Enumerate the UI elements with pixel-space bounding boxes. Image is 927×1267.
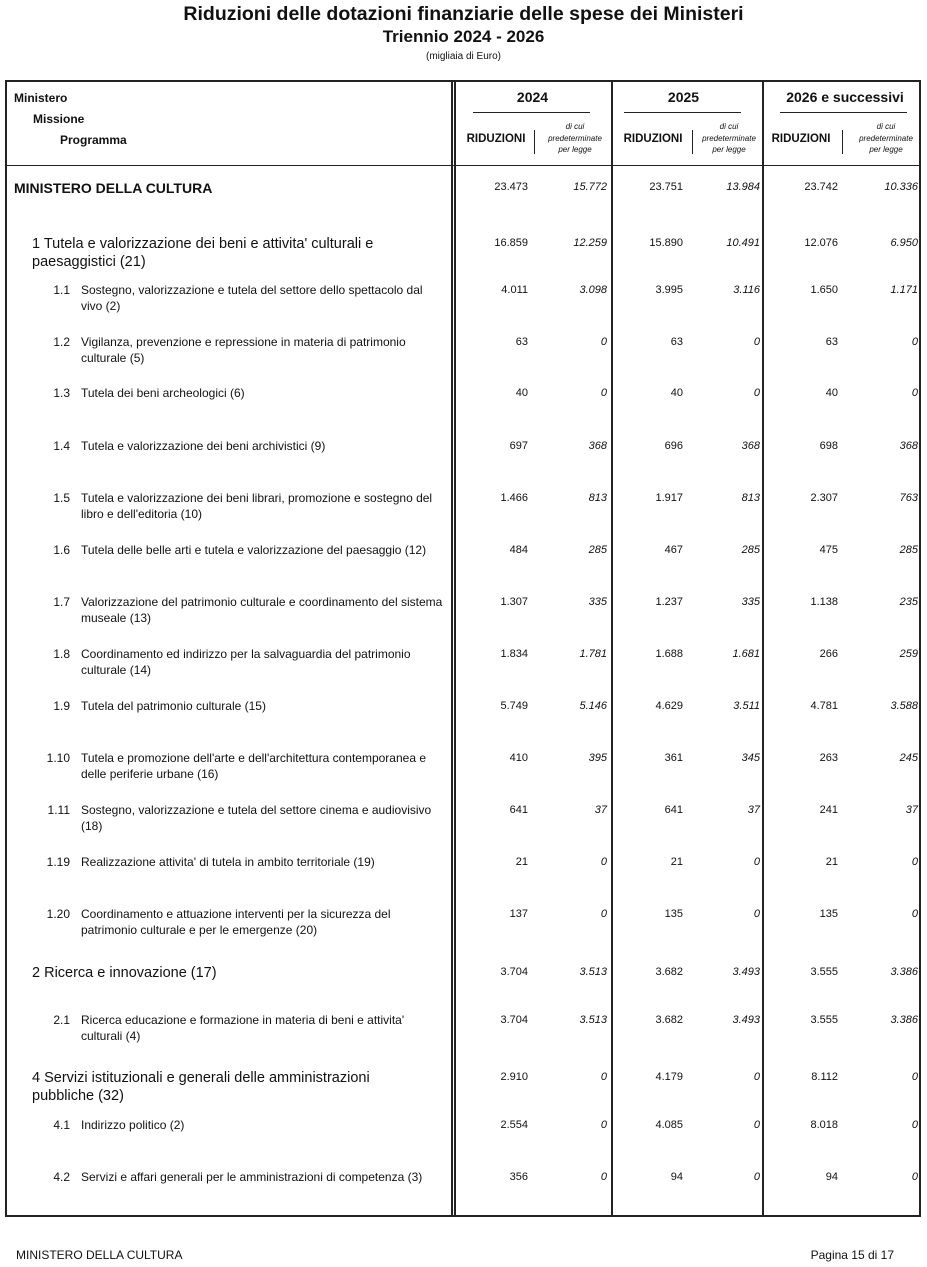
program-code: 1.8: [53, 647, 70, 661]
unit-note: (migliaia di Euro): [425, 51, 502, 62]
header-missione: Missione: [33, 112, 85, 126]
value-2024-riduzioni: 137: [509, 908, 528, 920]
value-2025-predeterminate: 3.116: [733, 284, 760, 296]
year-underline: [473, 112, 590, 113]
mission-label: 1 Tutela e valorizzazione dei beni e attivita' culturali e paesaggistici (21): [32, 236, 374, 270]
value-2026-riduzioni: 8.018: [810, 1119, 838, 1131]
value-2025-riduzioni: 23.751: [649, 181, 683, 193]
value-2024-riduzioni: 21: [515, 856, 528, 868]
value-2025-predeterminate: 0: [753, 1071, 760, 1083]
value-2026-predeterminate: 0: [911, 856, 918, 868]
program-label: Tutela e valorizzazione dei beni archivistici (9): [81, 439, 326, 453]
program-code: 4.2: [53, 1170, 70, 1184]
value-2025-predeterminate: 10.491: [726, 237, 760, 249]
value-2024-predeterminate: 813: [588, 492, 607, 504]
program-code: 1.19: [46, 855, 70, 869]
header-year-2026: 2026 e successivi: [786, 89, 904, 105]
value-2025-riduzioni: 1.237: [655, 596, 683, 608]
value-2025-predeterminate: 37: [747, 804, 760, 816]
program-label: Coordinamento ed indirizzo per la salvaguardia del patrimonio culturale (14): [81, 647, 411, 677]
value-2025-predeterminate: 0: [753, 1171, 760, 1183]
page-number: Pagina 15 di 17: [810, 1248, 894, 1262]
value-2024-predeterminate: 0: [600, 336, 607, 348]
header-ministero: Ministero: [14, 91, 68, 105]
value-2026-riduzioni: 4.781: [810, 700, 838, 712]
value-2024-riduzioni: 356: [509, 1171, 528, 1183]
value-2025-riduzioni: 3.682: [655, 966, 683, 978]
value-2026-predeterminate: 1.171: [890, 284, 918, 296]
year-underline: [780, 112, 907, 113]
header-riduzioni: RIDUZIONI: [623, 133, 683, 145]
value-2024-riduzioni: 5.749: [500, 700, 528, 712]
value-2024-predeterminate: 3.513: [579, 1014, 607, 1026]
program-code: 1.5: [53, 491, 70, 505]
value-2024-riduzioni: 641: [509, 804, 528, 816]
value-2024-riduzioni: 697: [509, 440, 528, 452]
value-2026-predeterminate: 235: [899, 596, 918, 608]
value-2026-riduzioni: 3.555: [810, 966, 838, 978]
program-code: 1.6: [53, 543, 70, 557]
value-2025-predeterminate: 0: [753, 336, 760, 348]
value-2026-predeterminate: 0: [911, 1071, 918, 1083]
value-2026-predeterminate: 368: [899, 440, 918, 452]
value-2026-riduzioni: 1.650: [810, 284, 838, 296]
value-2026-riduzioni: 266: [819, 648, 838, 660]
value-2026-riduzioni: 1.138: [810, 596, 838, 608]
value-2025-riduzioni: 696: [664, 440, 683, 452]
program-label: Tutela delle belle arti e tutela e valorizzazione del paesaggio (12): [81, 543, 427, 557]
value-2026-predeterminate: 0: [911, 908, 918, 920]
value-2026-riduzioni: 8.112: [811, 1071, 838, 1083]
value-2024-riduzioni: 63: [515, 336, 528, 348]
value-2025-predeterminate: 0: [753, 387, 760, 399]
value-2024-predeterminate: 335: [588, 596, 607, 608]
value-2026-predeterminate: 259: [899, 648, 918, 660]
value-2024-riduzioni: 23.473: [494, 181, 528, 193]
value-2024-riduzioni: 2.910: [500, 1071, 528, 1083]
mission-label: 2 Ricerca e innovazione (17): [32, 965, 217, 981]
column-divider: [611, 80, 613, 1217]
value-2024-predeterminate: 0: [600, 856, 607, 868]
program-label: Realizzazione attivita' di tutela in ambito territoriale (19): [81, 855, 375, 869]
header-riduzioni: RIDUZIONI: [771, 133, 831, 145]
program-code: 2.1: [53, 1013, 70, 1027]
value-2024-riduzioni: 40: [515, 387, 528, 399]
header-year-2024: 2024: [516, 89, 549, 105]
program-code: 1.3: [53, 386, 70, 400]
program-label: Tutela e valorizzazione dei beni librari, promozione e sostegno del libro e dell'editoria (10): [81, 491, 433, 521]
header-riduzioni: RIDUZIONI: [466, 133, 526, 145]
value-2025-riduzioni: 21: [670, 856, 683, 868]
value-2026-riduzioni: 241: [819, 804, 838, 816]
header-year-2025: 2025: [667, 89, 700, 105]
value-2024-riduzioni: 2.554: [500, 1119, 528, 1131]
value-2025-predeterminate: 285: [741, 544, 760, 556]
value-2025-riduzioni: 4.179: [655, 1071, 683, 1083]
header-programma: Programma: [60, 133, 127, 147]
value-2025-predeterminate: 335: [741, 596, 760, 608]
program-code: 1.9: [53, 699, 70, 713]
value-2026-predeterminate: 763: [899, 492, 918, 504]
value-2024-predeterminate: 15.772: [573, 181, 607, 193]
page-subtitle: Triennio 2024 - 2026: [382, 27, 545, 46]
program-label: Tutela e promozione dell'arte e dell'architettura contemporanea e delle periferie urbane (16): [81, 751, 427, 781]
value-2026-riduzioni: 12.076: [804, 237, 838, 249]
value-2026-riduzioni: 475: [819, 544, 838, 556]
value-2025-predeterminate: 3.493: [732, 1014, 760, 1026]
year-underline: [624, 112, 741, 113]
value-2025-riduzioni: 3.995: [655, 284, 683, 296]
value-2024-riduzioni: 484: [509, 544, 528, 556]
value-2026-predeterminate: 37: [905, 804, 918, 816]
program-label: Indirizzo politico (2): [81, 1118, 185, 1132]
value-2026-predeterminate: 10.336: [884, 181, 918, 193]
value-2026-predeterminate: 3.386: [890, 1014, 918, 1026]
value-2026-riduzioni: 2.307: [810, 492, 838, 504]
value-2026-riduzioni: 135: [819, 908, 838, 920]
program-code: 1.4: [53, 439, 70, 453]
value-2024-predeterminate: 285: [588, 544, 607, 556]
value-2026-predeterminate: 285: [899, 544, 918, 556]
value-2026-riduzioni: 40: [825, 387, 838, 399]
column-divider: [454, 80, 456, 1217]
value-2024-predeterminate: 12.259: [573, 237, 607, 249]
ministry-name: MINISTERO DELLA CULTURA: [14, 180, 213, 196]
subheader-separator: [842, 130, 843, 154]
value-2025-riduzioni: 15.890: [649, 237, 683, 249]
value-2024-riduzioni: 16.859: [494, 237, 528, 249]
program-code: 1.10: [46, 751, 70, 765]
value-2025-riduzioni: 63: [670, 336, 683, 348]
header-dicui: di cui predeterminate per legge: [702, 122, 756, 154]
value-2025-predeterminate: 1.681: [732, 648, 760, 660]
value-2026-riduzioni: 23.742: [804, 181, 838, 193]
value-2024-riduzioni: 410: [509, 752, 528, 764]
value-2026-predeterminate: 6.950: [890, 237, 918, 249]
value-2024-predeterminate: 0: [600, 387, 607, 399]
value-2026-riduzioni: 263: [819, 752, 838, 764]
value-2026-predeterminate: 3.588: [890, 700, 918, 712]
program-code: 1.20: [46, 907, 70, 921]
program-label: Sostegno, valorizzazione e tutela del settore dello spettacolo dal vivo (2): [81, 283, 423, 313]
program-label: Valorizzazione del patrimonio culturale e coordinamento del sistema museale (13): [81, 595, 443, 625]
value-2025-riduzioni: 94: [670, 1171, 683, 1183]
value-2024-predeterminate: 0: [600, 908, 607, 920]
value-2024-riduzioni: 1.307: [500, 596, 528, 608]
value-2024-predeterminate: 0: [600, 1071, 607, 1083]
value-2024-predeterminate: 0: [600, 1119, 607, 1131]
value-2025-riduzioni: 1.917: [655, 492, 683, 504]
value-2025-predeterminate: 368: [741, 440, 760, 452]
value-2025-riduzioni: 4.629: [655, 700, 683, 712]
value-2024-predeterminate: 395: [588, 752, 607, 764]
program-label: Tutela dei beni archeologici (6): [81, 386, 245, 400]
value-2025-riduzioni: 1.688: [655, 648, 683, 660]
header-dicui: di cui predeterminate per legge: [859, 122, 913, 154]
program-label: Servizi e affari generali per le amministrazioni di competenza (3): [81, 1170, 423, 1184]
value-2026-predeterminate: 3.386: [890, 966, 918, 978]
program-label: Coordinamento e attuazione interventi per la sicurezza del patrimonio culturale e per le emergenze (20): [81, 907, 391, 937]
program-code: 1.1: [53, 283, 70, 297]
value-2025-riduzioni: 641: [664, 804, 683, 816]
header-dicui: di cui predeterminate per legge: [548, 122, 602, 154]
value-2024-riduzioni: 4.011: [501, 284, 528, 296]
value-2024-riduzioni: 1.834: [500, 648, 528, 660]
value-2025-riduzioni: 40: [670, 387, 683, 399]
value-2024-predeterminate: 3.513: [579, 966, 607, 978]
value-2024-predeterminate: 37: [594, 804, 607, 816]
value-2025-riduzioni: 3.682: [655, 1014, 683, 1026]
value-2025-riduzioni: 467: [664, 544, 683, 556]
value-2026-predeterminate: 245: [899, 752, 918, 764]
value-2024-riduzioni: 3.704: [500, 966, 528, 978]
value-2025-predeterminate: 13.984: [726, 181, 760, 193]
value-2025-predeterminate: 0: [753, 856, 760, 868]
value-2026-riduzioni: 3.555: [810, 1014, 838, 1026]
value-2026-predeterminate: 0: [911, 336, 918, 348]
program-code: 4.1: [53, 1118, 70, 1132]
program-label: Sostegno, valorizzazione e tutela del settore cinema e audiovisivo (18): [81, 803, 432, 833]
program-label: Ricerca educazione e formazione in materia di beni e attivita' culturali (4): [81, 1013, 405, 1043]
value-2026-riduzioni: 21: [825, 856, 838, 868]
value-2025-predeterminate: 3.511: [733, 700, 760, 712]
footer-ministry: MINISTERO DELLA CULTURA: [16, 1248, 183, 1262]
value-2024-predeterminate: 0: [600, 1171, 607, 1183]
value-2024-riduzioni: 1.466: [500, 492, 528, 504]
value-2025-riduzioni: 135: [664, 908, 683, 920]
program-code: 1.2: [53, 335, 70, 349]
value-2026-riduzioni: 94: [825, 1171, 838, 1183]
value-2025-riduzioni: 361: [664, 752, 683, 764]
value-2024-predeterminate: 368: [588, 440, 607, 452]
subheader-separator: [534, 130, 535, 154]
value-2025-predeterminate: 813: [741, 492, 760, 504]
value-2025-predeterminate: 3.493: [732, 966, 760, 978]
program-code: 1.7: [53, 595, 70, 609]
value-2026-riduzioni: 63: [825, 336, 838, 348]
column-divider: [762, 80, 764, 1217]
program-code: 1.11: [47, 803, 70, 817]
mission-label: 4 Servizi istituzionali e generali delle amministrazioni pubbliche (32): [32, 1070, 370, 1104]
header-divider: [5, 165, 921, 166]
value-2026-predeterminate: 0: [911, 1119, 918, 1131]
value-2025-predeterminate: 345: [741, 752, 760, 764]
value-2025-predeterminate: 0: [753, 908, 760, 920]
value-2024-predeterminate: 3.098: [579, 284, 607, 296]
value-2024-predeterminate: 1.781: [579, 648, 607, 660]
value-2024-predeterminate: 5.146: [579, 700, 607, 712]
value-2026-riduzioni: 698: [819, 440, 838, 452]
value-2024-riduzioni: 3.704: [500, 1014, 528, 1026]
page-title: Riduzioni delle dotazioni finanziarie delle spese dei Ministeri: [183, 3, 744, 25]
program-label: Tutela del patrimonio culturale (15): [81, 699, 266, 713]
value-2025-riduzioni: 4.085: [655, 1119, 683, 1131]
value-2025-predeterminate: 0: [753, 1119, 760, 1131]
column-divider: [451, 80, 453, 1217]
program-label: Vigilanza, prevenzione e repressione in materia di patrimonio culturale (5): [81, 335, 406, 365]
value-2026-predeterminate: 0: [911, 1171, 918, 1183]
value-2026-predeterminate: 0: [911, 387, 918, 399]
